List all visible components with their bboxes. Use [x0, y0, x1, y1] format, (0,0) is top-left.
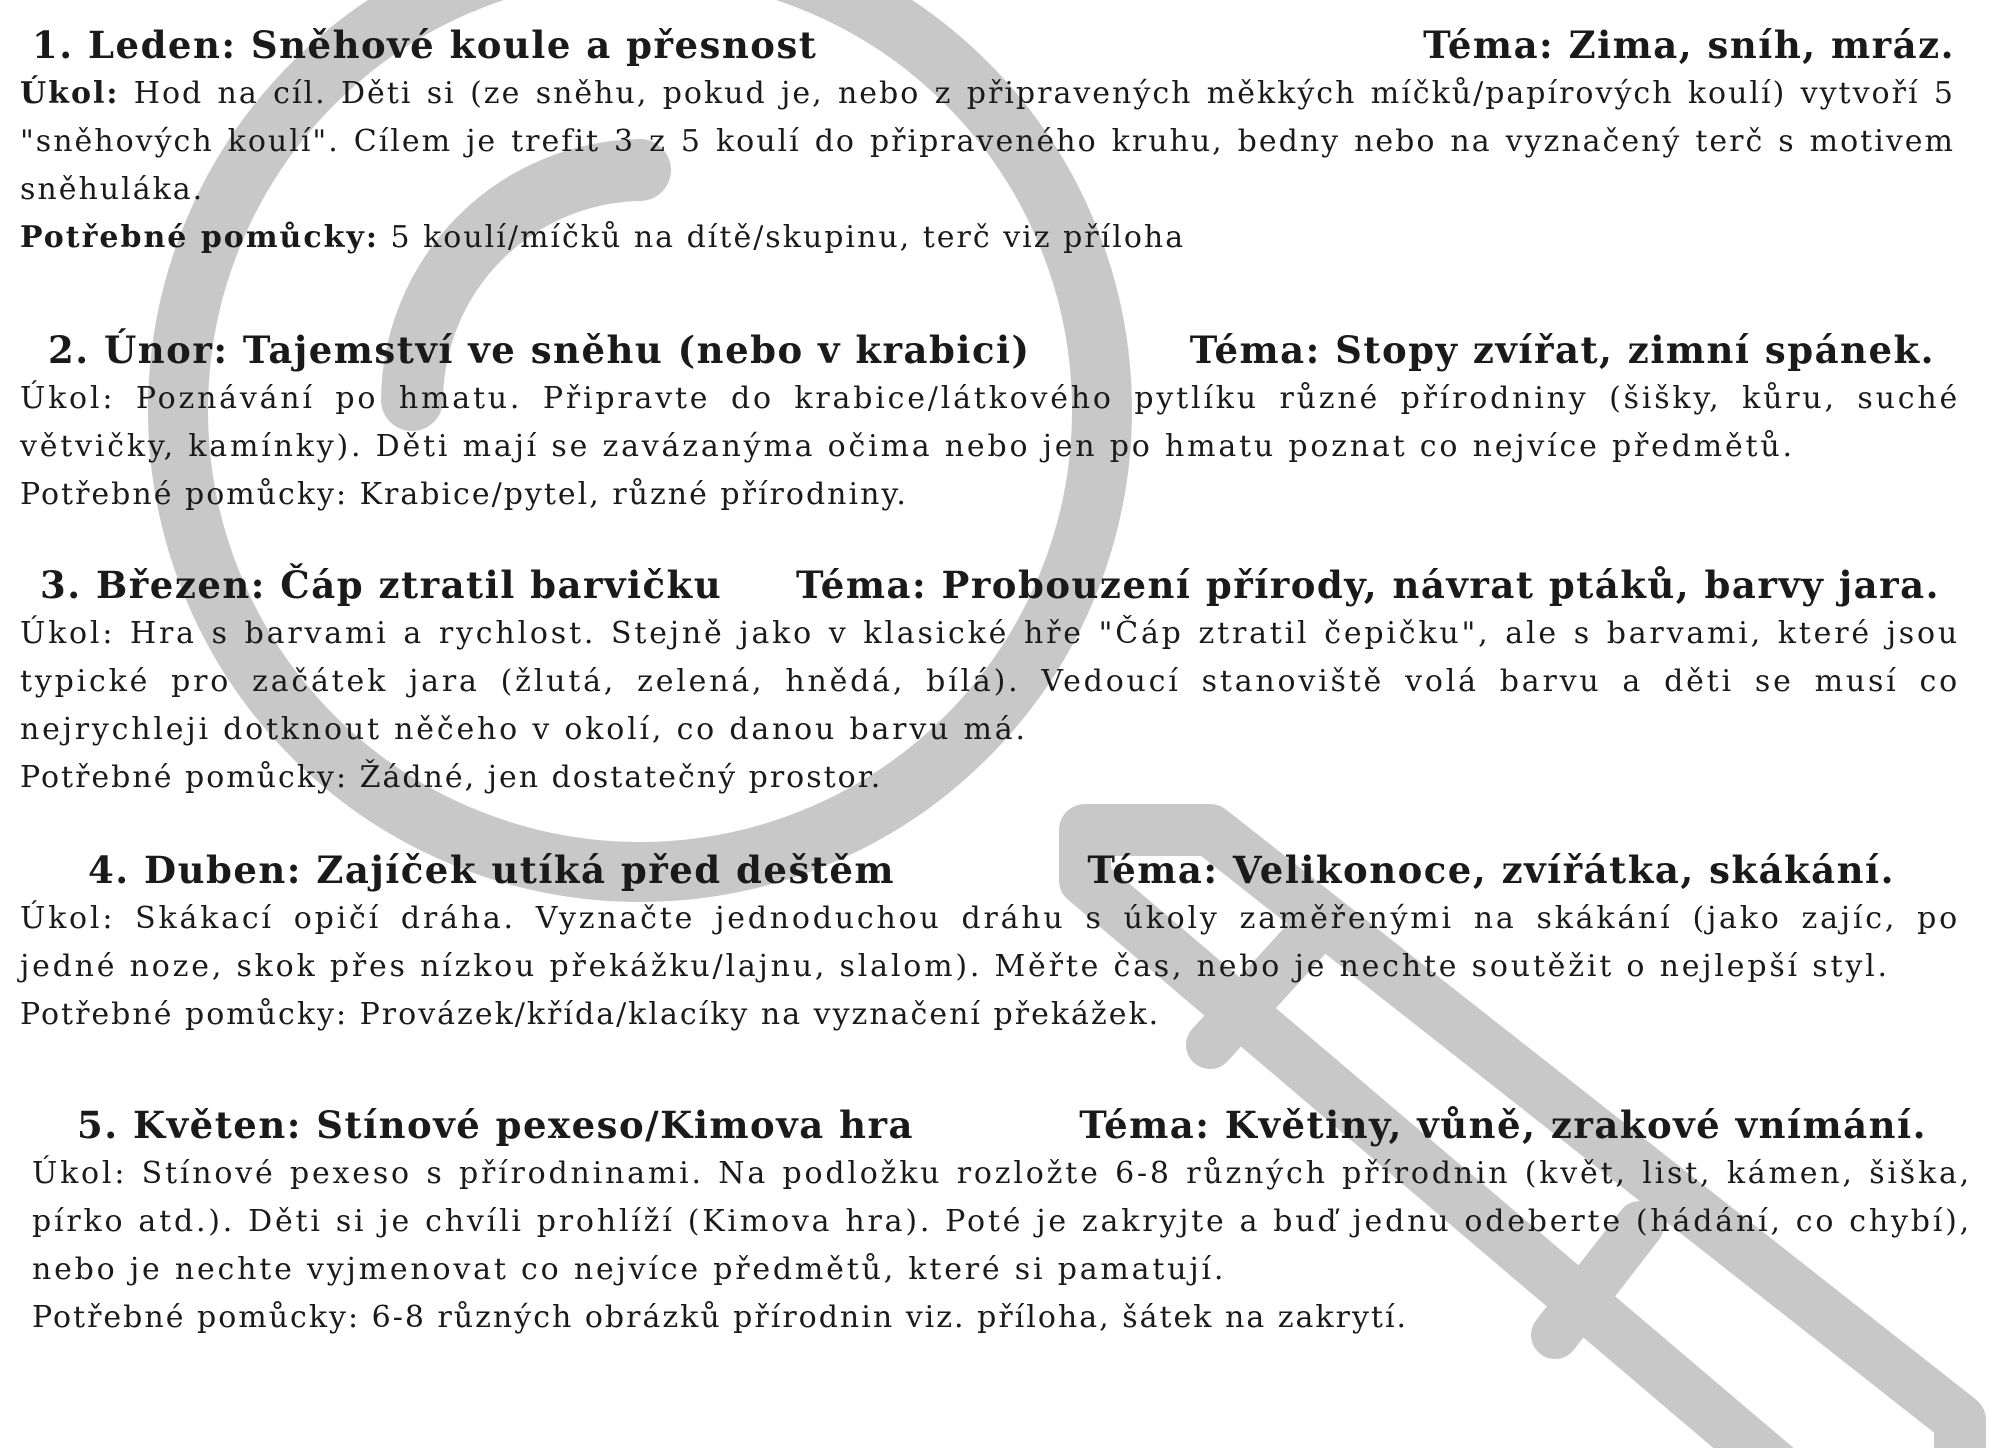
section-header — [20, 845, 1895, 895]
section-title: 4. Duben: Zajíček utíká před deštěm — [88, 848, 896, 892]
aids-paragraph: Potřebné pomůcky: Provázek/křída/klacíky na vyznačení překážek. — [20, 997, 1161, 1032]
section-may — [32, 1100, 1972, 1342]
section-theme: Téma: Květiny, vůně, zrakové vnímání. — [1079, 1103, 1927, 1147]
task-label: Úkol: — [20, 76, 120, 111]
section-theme: Téma: Probouzení přírody, návrat ptáků, barvy jara. — [796, 563, 1940, 607]
section-march — [20, 560, 1960, 802]
section-header — [20, 325, 1935, 375]
task-paragraph: Úkol: Poznávání po hmatu. Připravte do krabice/látkového pytlíku různé přírodniny (šišky, kůru, suché větvičky, kamínky). Děti mají se zavázanýma očima nebo jen po hmatu poznat co nejvíce předmětů. — [20, 381, 1960, 464]
task-paragraph — [20, 70, 1955, 214]
section-header — [32, 1100, 1927, 1150]
aids-text: 5 koulí/míčků na dítě/skupinu, terč viz příloha — [390, 220, 1186, 255]
aids-label: Potřebné pomůcky: — [20, 220, 379, 255]
aids-paragraph: Potřebné pomůcky: Krabice/pytel, různé přírodniny. — [20, 477, 908, 512]
task-paragraph: Úkol: Stínové pexeso s přírodninami. Na podložku rozložte 6-8 různých přírodnin (květ, list, kámen, šiška, pírko atd.). Děti si je chvíli prohlíží (Kimova hra). Poté je zakryjte a buď jednu odeberte (hádání, co chybí), nebo je nechte vyjmenovat co nejvíce předmětů, které si pamatují. — [32, 1156, 1972, 1287]
task-text: Hod na cíl. Děti si (ze sněhu, pokud je, nebo z připravených měkkých míčků/papírových koulí) vytvoří 5 "sněhových koulí". Cílem je trefit 3 z 5 koulí do připraveného kruhu, bedny nebo na vyznačený terč s motivem sněhuláka. — [20, 76, 1955, 207]
section-header — [20, 20, 1955, 70]
section-february — [20, 325, 1960, 519]
section-theme: Téma: Stopy zvířat, zimní spánek. — [1189, 328, 1935, 372]
section-theme: Téma: Zima, sníh, mráz. — [1423, 23, 1955, 67]
section-january — [20, 20, 1960, 262]
section-title: 5. Květen: Stínové pexeso/Kimova hra — [77, 1103, 914, 1147]
aids-paragraph: Potřebné pomůcky: Žádné, jen dostatečný prostor. — [20, 760, 883, 795]
section-header — [20, 560, 1940, 610]
section-title: 3. Březen: Čáp ztratil barvičku — [40, 563, 723, 607]
section-april — [20, 845, 1960, 1039]
task-paragraph: Úkol: Hra s barvami a rychlost. Stejně jako v klasické hře "Čáp ztratil čepičku", ale s barvami, které jsou typické pro začátek jara (žlutá, zelená, hnědá, bílá). Vedoucí stanoviště volá barvu a děti se musí co nejrychleji dotknout něčeho v okolí, co danou barvu má. — [20, 616, 1960, 747]
section-title: 2. Únor: Tajemství ve sněhu (nebo v krabici) — [48, 328, 1031, 372]
aids-paragraph: Potřebné pomůcky: 6-8 různých obrázků přírodnin viz. příloha, šátek na zakrytí. — [32, 1300, 1409, 1335]
task-paragraph: Úkol: Skákací opičí dráha. Vyznačte jednoduchou dráhu s úkoly zaměřenými na skákání (jako zajíc, po jedné noze, skok přes nízkou překážku/lajnu, slalom). Měřte čas, nebo je nechte soutěžit o nejlepší styl. — [20, 901, 1960, 984]
section-title: 1. Leden: Sněhové koule a přesnost — [32, 23, 818, 67]
section-theme: Téma: Velikonoce, zvířátka, skákání. — [1087, 848, 1895, 892]
aids-paragraph — [20, 214, 1960, 262]
